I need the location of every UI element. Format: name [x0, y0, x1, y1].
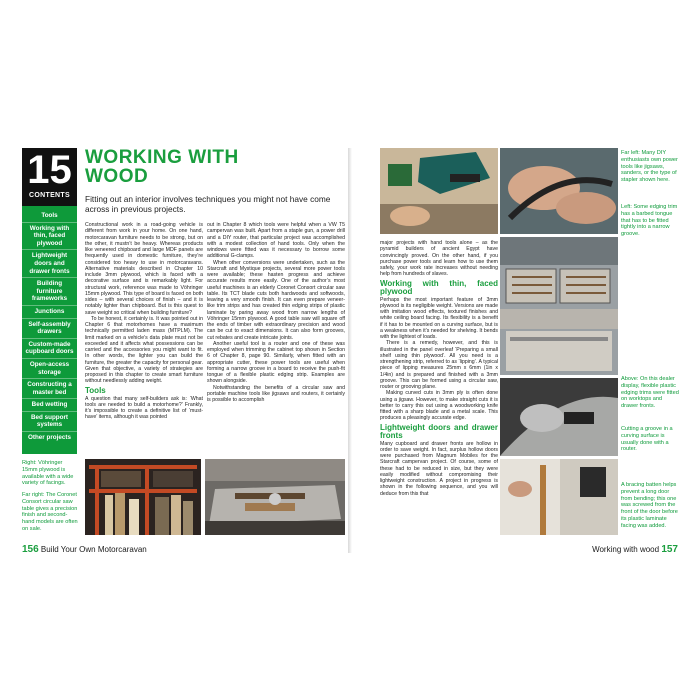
toc-item: Open-access storage	[22, 359, 77, 379]
photo-stapler-image	[380, 148, 498, 234]
page-number: 156	[22, 544, 39, 555]
photo-door-batten-image	[500, 459, 618, 535]
title-line-1: WORKING WITH	[85, 147, 239, 168]
right-column-text	[380, 240, 498, 497]
chapter-badge	[22, 148, 77, 206]
tools-heading: Tools	[85, 385, 106, 395]
contents-list	[22, 206, 77, 454]
page-number: 157	[661, 544, 678, 555]
doors-heading: Lightweight doors and drawer fronts	[380, 422, 498, 440]
plywood-heading: Working with thin, faced plywood	[380, 278, 498, 296]
intro-text: Fitting out an interior involves techniques you might not have come across in previous projects.	[85, 194, 331, 214]
paragraph: Another useful tool is a router and one of these was employed when trimming the cabinet top shown in Section 6 of Chapter 8, page 90. Similarly, when fitted with an appropriate cutter, these power tools are useful when forming a narrow groove in a board to receive the push-fit tongue of a flexible plastic edging strip. Examples are shown alongside.	[207, 340, 345, 385]
caption-above: Above: On this dealer display, flexible plastic edging trims were fitted on worktops and drawer fronts.	[621, 376, 679, 410]
paragraph: A question that many self-builders ask is: ‘What tools are needed to build a motorhome?’ Frankly, it’s impossible to create a definitive list of ‘must-have’ items, although it was pointed	[85, 395, 203, 421]
caption-left: Left: Some edging trim has a barbed tongue that has to be fitted tightly into a narrow groove.	[621, 204, 678, 238]
toc-item: Bed wetting	[22, 399, 77, 412]
right-page	[352, 148, 678, 553]
caption-right: Right: Vöhringer 15mm plywood is available with a wide variety of facings.	[22, 460, 74, 487]
title-line-2: WOOD	[85, 166, 149, 187]
photo-edging-trim	[500, 148, 618, 234]
toc-item: Tools	[22, 210, 77, 223]
paragraph: Many cupboard and drawer fronts are hollow in order to save weight. In fact, surplus hollow doors were purchased from Magnum Mobiles for the Starcraft campervan project. Of course, some of these had to be reduced in size, but they were easily modified without compromising their lightweight construction. A project in progress is shown in the following sequence, and you will deduce from this that	[380, 440, 498, 497]
photo-plywood-racks	[85, 459, 201, 535]
caption-cutting: Cutting a groove in a curving surface is usually done with a router.	[621, 426, 673, 453]
photo-saw-table-image	[205, 459, 345, 535]
toc-item: Building furniture frameworks	[22, 278, 77, 306]
chapter-number: 15	[27, 148, 72, 192]
toc-item: Working with thin, faced plywood	[22, 223, 77, 251]
paragraph: Making curved cuts in 3mm ply is often done using a jigsaw. However, to make straight cuts it is better to carry this out using a woodworking knife fitted with a sharp blade and a metal scale. This produces a pleasingly accurate edge.	[380, 390, 498, 422]
left-page	[22, 148, 348, 553]
page-folio-right	[592, 544, 678, 555]
running-footer: Build Your Own Motorcaravan	[40, 545, 147, 554]
toc-item: Junctions	[22, 306, 77, 319]
photo-door-batten	[500, 459, 618, 535]
photo-router-image	[500, 378, 618, 456]
left-column-2	[207, 222, 345, 403]
running-footer: Working with wood	[592, 545, 660, 554]
chapter-title	[85, 148, 239, 186]
paragraph: Constructional work in a road-going vehicle is different from work in your home. On one hand, motorcaravan furniture needs to be strong, but on the other, it mustn’t be heavy. Whereas products like veneered chipboard and large MDF panels are frequently used in domestic furniture, they’re considered too heavy to use in motorcaravans. Alternative materials described in Chapter 10 include 3mm plywood, which is faced with a decorative surface and is remarkably light. For structural work, reference was made to Vöhringer 15mm plywood. This type of board is faced on both sides – with several choices of finish – and it is notably lighter than chipboard. But is this quest to save weight so critical when building furniture?	[85, 222, 203, 316]
left-column-1	[85, 222, 203, 421]
paragraph: Perhaps the most important feature of 3mm plywood is its negligible weight. Versions are made with imitation wood effects, textured finishes and white ceiling board facing. Its flexibility is a benefit if it has to be mounted on a curving surface, but is a weakness when it’s needed for shelving. It bends with the lightest of loads.	[380, 296, 498, 340]
photo-saw-table	[205, 459, 345, 535]
paragraph: To be honest, it certainly is. It was pointed out in Chapter 6 that motorhomes have a maximum technically permitted laden mass (MTPLM). The limit marked on a vehicle’s data plate must not be exceeded and it affects what possessions can be carried and the accessories you might want to fit. In other words, the lighter you can build the furniture, the greater the capacity for personal gear. Given that objective, a variety of strategies are proposed in this chapter to create smart furniture without needlessly adding weight.	[85, 315, 203, 385]
chapter-label: CONTENTS	[29, 192, 70, 199]
book-spread	[22, 148, 678, 553]
caption-far-right: Far right: The Coronet Consort circular saw table gives a precision finish and second-hand models are often on sale.	[22, 492, 78, 532]
photo-dealer-display	[500, 237, 618, 375]
toc-item: Lightweight doors and drawer fronts	[22, 250, 77, 278]
paragraph: major projects with hand tools alone – as the pyramid builders of ancient Egypt have convincingly proved. On the other hand, if you purchase power tools and learn how to use them safely, your work rate increases without needing help from hundreds of slaves.	[380, 240, 498, 278]
photo-stapler	[380, 148, 498, 234]
toc-item: Constructing a master bed	[22, 379, 77, 399]
photo-router	[500, 378, 618, 456]
toc-item: Bed support systems	[22, 412, 77, 432]
paragraph: out in Chapter 8 which tools were helpful when a VW T5 campervan was built. Apart from a staple gun, a power drill and a DIY router, that particular project was accomplished with a modest collection of hand tools. Only when the windows were fitted was it necessary to borrow some additional G-clamps.	[207, 222, 345, 260]
photo-dealer-display-image	[500, 237, 618, 375]
paragraph: There is a remedy, however, and this is illustrated in the panel overleaf ‘Preparing a small shelf using thin plywood’. All you need is a strengthening strip, referred to as ‘lipping’. A typical piece of lipping measures 25mm x 6mm (1in x 1/4in) and is prepared and finished with a 3mm groove. This can be formed using a circular saw, router or grooving plane.	[380, 340, 498, 390]
toc-item: Custom-made cupboard doors	[22, 339, 77, 359]
toc-item: Other projects	[27, 434, 72, 442]
toc-item: Self-assembly drawers	[22, 319, 77, 339]
page-folio-left	[22, 544, 147, 555]
photo-plywood-racks-image	[85, 459, 201, 535]
paragraph: When other conversions were undertaken, such as the Starcraft and Mystique projects, several more power tools were available; these hasten progress and achieve accurate results more easily. One of the author’s most useful machines is an elderly Coronet Consort circular saw table. Its TCT blade cuts both hardwoods and softwoods, leaving a very smooth finish. It can even prepare veneer-like trim strips and has created thin edging strips of plastic laminate by paring away wood from narrow lengths of Vöhringer 15mm plywood. A good table saw will square off the ends of timber with extraordinary precision and wood can be cut to exact dimensions. It can also form grooves, cut rebates and create intricate joints.	[207, 259, 345, 341]
photo-edging-trim-image	[500, 148, 618, 234]
caption-bracing: A bracing batten helps prevent a long door from bending; this one was screwed from the front of the door before its plastic laminate facing was added.	[621, 482, 678, 529]
caption-far-left: Far left: Many DIY enthusiasts own power tools like jigsaws, sanders, or the type of stapler shown here.	[621, 150, 678, 184]
paragraph: Notwithstanding the benefits of a circular saw and portable machine tools like jigsaws and routers, it certainly is possible to accomplish	[207, 384, 345, 403]
